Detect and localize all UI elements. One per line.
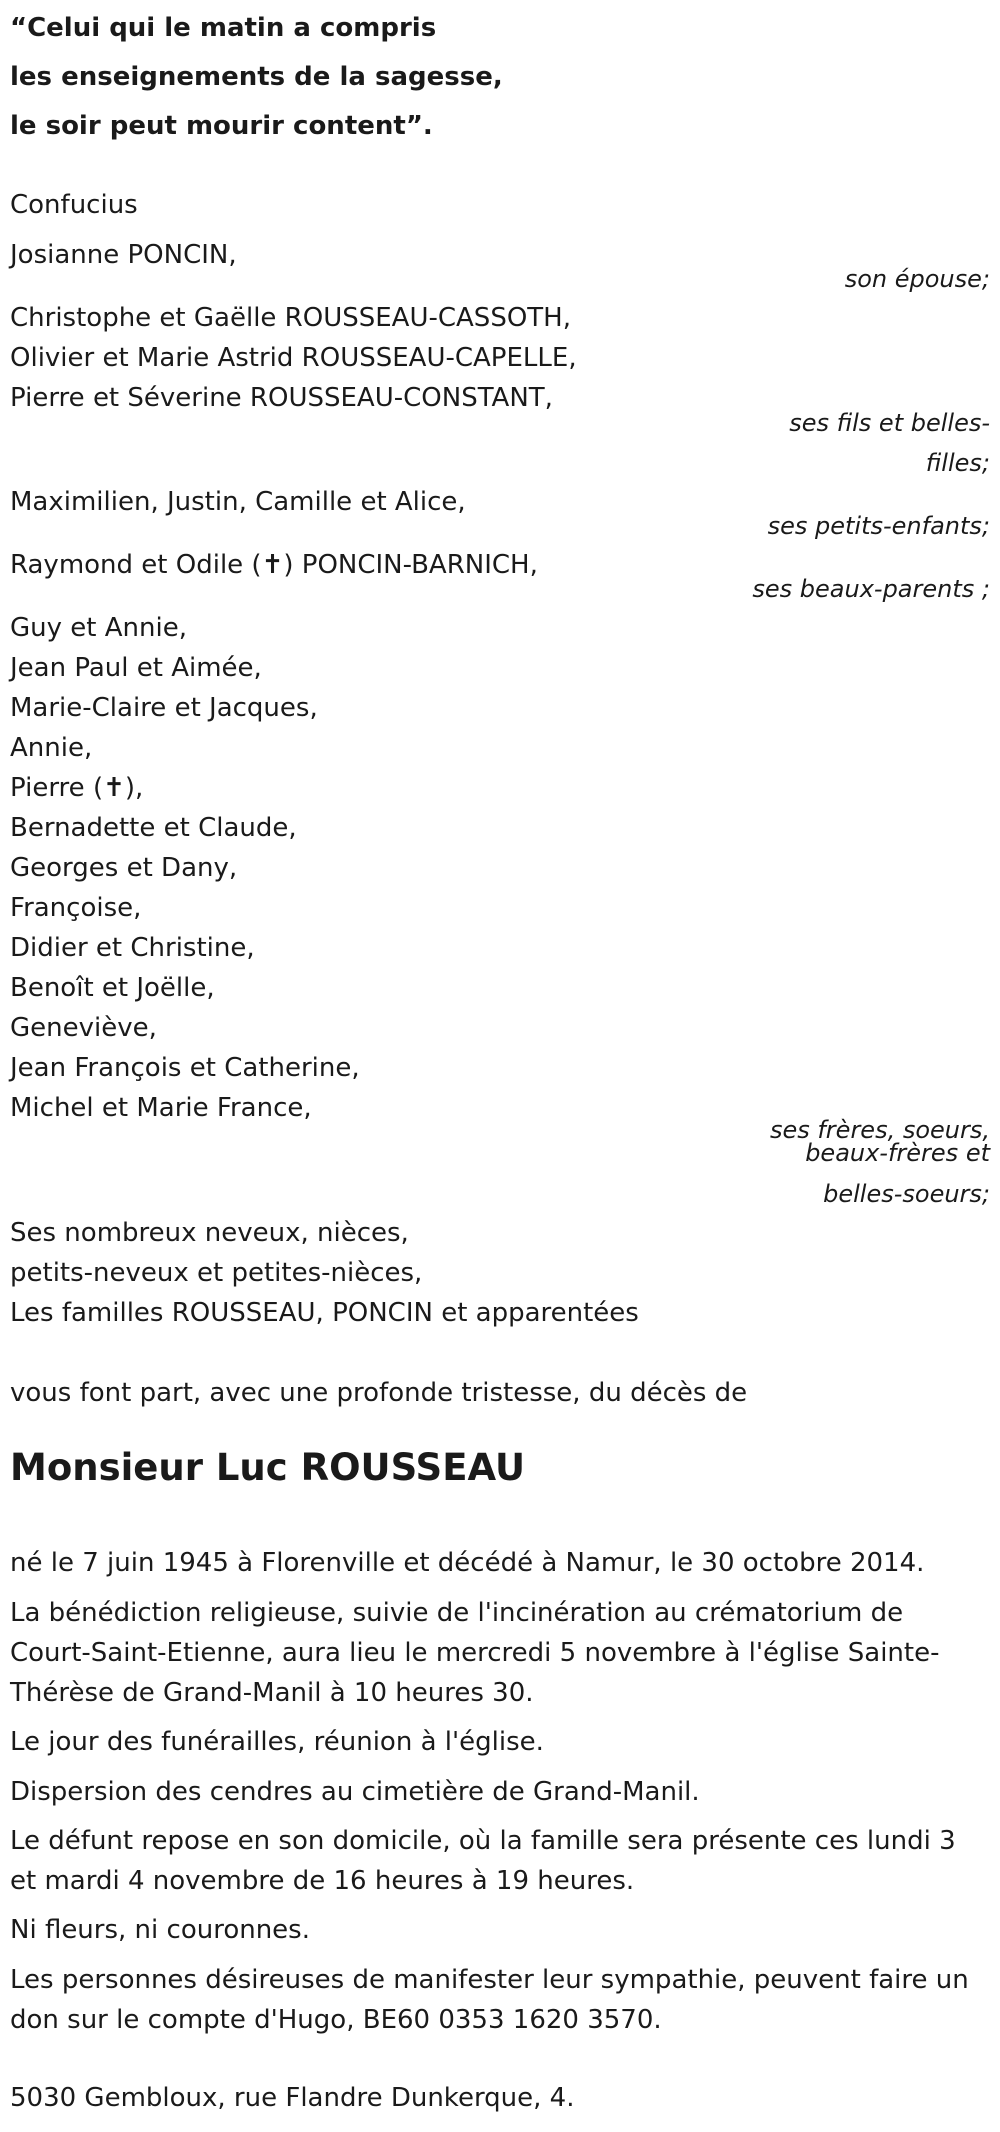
birth-death-info: né le 7 juin 1945 à Florenville et décédé à Namur, le 30 octobre 2014.	[10, 1548, 925, 1578]
sibling-name: Geneviève,	[10, 1013, 157, 1043]
sibling-name: Didier et Christine,	[10, 933, 255, 963]
grandchildren-names: Maximilien, Justin, Camille et Alice,	[10, 487, 466, 517]
children-role: ses fils et belles-	[789, 409, 990, 437]
child-name: Pierre et Séverine ROUSSEAU-CONSTANT,	[10, 383, 553, 413]
in-laws-role: ses beaux-parents ;	[752, 575, 990, 603]
reception-info: Le jour des funérailles, réunion à l'église.	[10, 1727, 544, 1757]
sibling-name: Michel et Marie France,	[10, 1093, 312, 1123]
visitation-info: Le défunt repose en son domicile, où la famille sera présente ces lundi 3 et mardi 4 novembre de 16 heures à 19 heures.	[10, 1826, 956, 1896]
address: 5030 Gembloux, rue Flandre Dunkerque, 4.	[10, 2083, 575, 2113]
sibling-name: Jean François et Catherine,	[10, 1053, 360, 1083]
relatives-line: petits-neveux et petites-nièces,	[10, 1258, 423, 1288]
grandchildren-role: ses petits-enfants;	[767, 512, 990, 540]
quote-line: “Celui qui le matin a compris	[10, 13, 437, 43]
siblings-role: belles-soeurs;	[823, 1180, 990, 1208]
in-laws-names: Raymond et Odile (✝) PONCIN-BARNICH,	[10, 550, 538, 580]
no-flowers-info: Ni fleurs, ni couronnes.	[10, 1915, 310, 1945]
child-name: Christophe et Gaëlle ROUSSEAU-CASSOTH,	[10, 303, 571, 333]
siblings-role: ses frères, soeurs,	[769, 1116, 990, 1144]
announcement-text: vous font part, avec une profonde tristesse, du décès de	[10, 1378, 748, 1408]
children-role: filles;	[925, 449, 990, 477]
child-name: Olivier et Marie Astrid ROUSSEAU-CAPELLE,	[10, 343, 577, 373]
deceased-name: Monsieur Luc ROUSSEAU	[10, 1446, 526, 1489]
sibling-name: Guy et Annie,	[10, 613, 187, 643]
sibling-name: Jean Paul et Aimée,	[10, 653, 262, 683]
sibling-name: Bernadette et Claude,	[10, 813, 297, 843]
sibling-name: Françoise,	[10, 893, 142, 923]
quote-line: les enseignements de la sagesse,	[10, 62, 503, 92]
spouse-name: Josianne PONCIN,	[10, 240, 237, 270]
confucius-quote	[10, 4, 970, 151]
sibling-name: Benoît et Joëlle,	[10, 973, 215, 1003]
relatives-line: Les familles ROUSSEAU, PONCIN et apparentées	[10, 1298, 639, 1328]
spouse-role: son épouse;	[844, 265, 990, 293]
donation-info: Les personnes désireuses de manifester leur sympathie, peuvent faire un don sur le compte d'Hugo, BE60 0353 1620 3570.	[10, 1965, 969, 2035]
ceremony-info: La bénédiction religieuse, suivie de l'incinération au crématorium de Court-Saint-Etienne, aura lieu le mercredi 5 novembre à l'église Sainte-Thérèse de Grand-Manil à 10 heures 30.	[10, 1598, 940, 1708]
relatives-line: Ses nombreux neveux, nièces,	[10, 1218, 409, 1248]
quote-line: le soir peut mourir content”.	[10, 111, 433, 141]
siblings-role: beaux-frères et	[805, 1139, 990, 1167]
sibling-name: Annie,	[10, 733, 93, 763]
sibling-name: Pierre (✝),	[10, 773, 144, 803]
sibling-name: Marie-Claire et Jacques,	[10, 693, 318, 723]
ashes-info: Dispersion des cendres au cimetière de Grand-Manil.	[10, 1777, 700, 1807]
quote-author: Confucius	[10, 190, 138, 220]
sibling-name: Georges et Dany,	[10, 853, 238, 883]
